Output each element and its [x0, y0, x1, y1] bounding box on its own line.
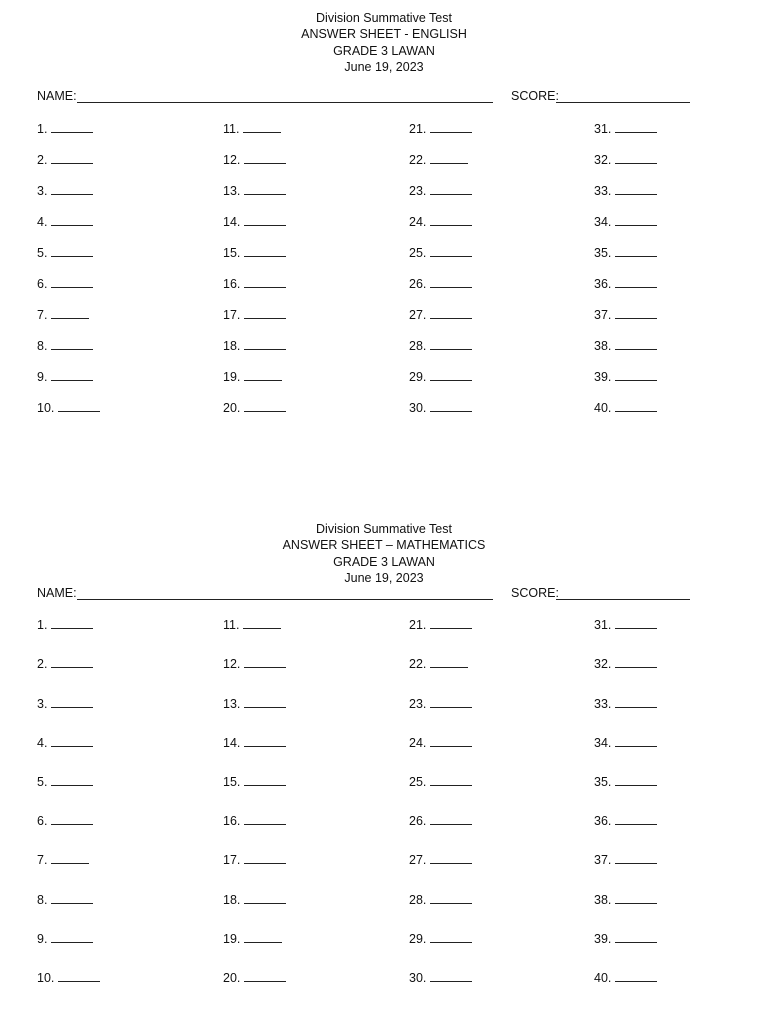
item-number: 38.: [594, 892, 612, 907]
answer-item: [37, 892, 93, 907]
answer-blank[interactable]: [430, 214, 472, 226]
answer-item: [594, 152, 657, 167]
answer-item: [223, 892, 286, 907]
answer-blank[interactable]: [430, 774, 472, 786]
answer-item: [594, 970, 657, 985]
item-number: 10.: [37, 401, 55, 416]
item-number: 27.: [409, 308, 427, 323]
item-number: 21.: [409, 618, 427, 633]
answer-item: [594, 931, 657, 946]
answer-blank[interactable]: [51, 931, 93, 943]
answer-blank[interactable]: [430, 696, 472, 708]
answer-item: [594, 307, 657, 322]
item-number: 9.: [37, 370, 48, 385]
item-number: 34.: [594, 735, 612, 750]
answer-item: [409, 307, 472, 322]
item-number: 14.: [223, 735, 241, 750]
answer-blank[interactable]: [51, 276, 93, 288]
item-number: 16.: [223, 277, 241, 292]
sheet-subject: ANSWER SHEET – MATHEMATICS: [282, 538, 486, 553]
answer-item: [409, 813, 472, 828]
answer-blank[interactable]: [615, 121, 657, 133]
answer-item: [37, 400, 100, 415]
answer-item: [594, 696, 657, 711]
item-number: 11.: [223, 618, 240, 633]
answer-blank[interactable]: [244, 338, 286, 350]
item-number: 1.: [37, 122, 48, 137]
answer-blank[interactable]: [244, 696, 286, 708]
answer-blank[interactable]: [615, 183, 657, 195]
item-number: 13.: [223, 184, 241, 199]
answer-blank[interactable]: [244, 774, 286, 786]
item-number: 3.: [37, 696, 48, 711]
answer-blank[interactable]: [244, 276, 286, 288]
item-number: 8.: [37, 339, 48, 354]
score-label: SCORE:: [511, 89, 559, 104]
answer-blank[interactable]: [615, 617, 657, 629]
answer-blank[interactable]: [244, 892, 286, 904]
answer-item: [409, 970, 472, 985]
answer-blank[interactable]: [430, 813, 472, 825]
answer-item: [409, 338, 472, 353]
item-number: 22.: [409, 153, 427, 168]
item-number: 13.: [223, 696, 241, 711]
answer-item: [594, 183, 657, 198]
answer-item: [409, 400, 472, 415]
answer-item: [37, 931, 93, 946]
item-number: 40.: [594, 970, 612, 985]
score-blank[interactable]: [556, 599, 690, 600]
name-blank[interactable]: [77, 102, 493, 103]
item-number: 7.: [37, 853, 48, 868]
answer-blank[interactable]: [430, 152, 468, 164]
answer-item: [594, 774, 657, 789]
test-date: June 19, 2023: [344, 59, 424, 74]
item-number: 11.: [223, 122, 240, 137]
item-number: 10.: [37, 970, 55, 985]
item-number: 4.: [37, 215, 48, 230]
answer-item: [223, 276, 286, 291]
answer-item: [409, 276, 472, 291]
answer-blank[interactable]: [51, 617, 93, 629]
answer-blank[interactable]: [430, 276, 472, 288]
answer-blank[interactable]: [430, 245, 472, 257]
answer-blank[interactable]: [615, 276, 657, 288]
answer-item: [594, 400, 657, 415]
item-number: 23.: [409, 696, 427, 711]
item-number: 26.: [409, 277, 427, 292]
answer-item: [37, 369, 93, 384]
answer-item: [223, 813, 286, 828]
name-score-row: [0, 89, 768, 107]
item-number: 31.: [594, 122, 612, 137]
item-number: 39.: [594, 370, 612, 385]
answer-item: [409, 892, 472, 907]
item-number: 30.: [409, 401, 427, 416]
answer-blank[interactable]: [430, 892, 472, 904]
answer-item: [37, 617, 93, 632]
answer-item: [37, 214, 93, 229]
answer-blank[interactable]: [244, 369, 282, 381]
name-label: NAME:: [37, 89, 77, 104]
answer-item: [409, 152, 468, 167]
item-number: 6.: [37, 814, 48, 829]
answer-item: [37, 735, 93, 750]
answer-blank[interactable]: [615, 400, 657, 412]
sheet-subject: ANSWER SHEET - ENGLISH: [301, 27, 467, 42]
answer-item: [37, 183, 93, 198]
answer-item: [223, 338, 286, 353]
item-number: 5.: [37, 246, 48, 261]
answer-item: [594, 369, 657, 384]
answer-item: [409, 735, 472, 750]
test-title: Division Summative Test: [316, 522, 452, 536]
answer-blank[interactable]: [430, 121, 472, 133]
answer-item: [409, 369, 472, 384]
answer-item: [594, 813, 657, 828]
answer-blank[interactable]: [615, 774, 657, 786]
item-number: 27.: [409, 853, 427, 868]
answer-blank[interactable]: [430, 183, 472, 195]
answer-item: [37, 813, 93, 828]
answer-blank[interactable]: [243, 121, 281, 133]
item-number: 24.: [409, 735, 427, 750]
item-number: 40.: [594, 401, 612, 416]
item-number: 5.: [37, 774, 48, 789]
item-number: 34.: [594, 215, 612, 230]
answer-blank[interactable]: [615, 214, 657, 226]
item-number: 1.: [37, 618, 48, 633]
name-score-row: [0, 586, 768, 604]
answer-item: [37, 276, 93, 291]
answer-blank[interactable]: [430, 735, 472, 747]
item-number: 3.: [37, 184, 48, 199]
answer-item: [37, 152, 93, 167]
answer-blank[interactable]: [615, 656, 657, 668]
answer-blank[interactable]: [51, 892, 93, 904]
answer-blank[interactable]: [615, 852, 657, 864]
answer-item: [409, 774, 472, 789]
answer-blank[interactable]: [430, 369, 472, 381]
item-number: 30.: [409, 970, 427, 985]
answer-item: [409, 214, 472, 229]
answer-blank[interactable]: [51, 152, 93, 164]
answer-item: [409, 617, 472, 632]
answer-item: [223, 121, 281, 136]
answer-item: [594, 121, 657, 136]
item-number: 8.: [37, 892, 48, 907]
answer-blank[interactable]: [51, 852, 89, 864]
answer-blank[interactable]: [244, 735, 286, 747]
answer-blank[interactable]: [615, 931, 657, 943]
score-blank[interactable]: [556, 102, 690, 103]
answer-blank[interactable]: [615, 892, 657, 904]
item-number: 25.: [409, 774, 427, 789]
item-number: 32.: [594, 657, 612, 672]
answer-blank[interactable]: [244, 400, 286, 412]
answer-item: [223, 656, 286, 671]
item-number: 19.: [223, 370, 241, 385]
answer-item: [594, 214, 657, 229]
item-number: 25.: [409, 246, 427, 261]
answer-blank[interactable]: [615, 735, 657, 747]
answer-item: [223, 696, 286, 711]
name-blank[interactable]: [77, 599, 493, 600]
item-number: 35.: [594, 774, 612, 789]
score-label: SCORE:: [511, 586, 559, 601]
item-number: 23.: [409, 184, 427, 199]
test-title: Division Summative Test: [316, 11, 452, 25]
answer-blank[interactable]: [615, 307, 657, 319]
answer-item: [37, 338, 93, 353]
answer-blank[interactable]: [244, 245, 286, 257]
answer-blank[interactable]: [244, 813, 286, 825]
answer-item: [223, 735, 286, 750]
answer-blank[interactable]: [51, 774, 93, 786]
answer-item: [594, 245, 657, 260]
answer-item: [594, 656, 657, 671]
answer-item: [594, 617, 657, 632]
answer-blank[interactable]: [244, 931, 282, 943]
answer-item: [409, 696, 472, 711]
item-number: 17.: [223, 308, 241, 323]
answer-item: [37, 852, 89, 867]
item-number: 15.: [223, 774, 241, 789]
answer-item: [409, 931, 472, 946]
answer-blank[interactable]: [430, 852, 472, 864]
item-number: 4.: [37, 735, 48, 750]
answer-blank[interactable]: [244, 970, 286, 982]
item-number: 29.: [409, 931, 427, 946]
item-number: 31.: [594, 618, 612, 633]
item-number: 29.: [409, 370, 427, 385]
answer-blank[interactable]: [430, 970, 472, 982]
answer-blank[interactable]: [430, 931, 472, 943]
answer-item: [594, 338, 657, 353]
answer-item: [409, 852, 472, 867]
test-date: June 19, 2023: [344, 570, 424, 585]
answer-item: [223, 369, 282, 384]
answer-item: [223, 307, 286, 322]
answer-blank[interactable]: [51, 214, 93, 226]
answer-blank[interactable]: [430, 400, 472, 412]
sheet-header: [0, 521, 768, 586]
answer-blank[interactable]: [244, 152, 286, 164]
answer-item: [223, 183, 286, 198]
answer-item: [223, 931, 282, 946]
answer-item: [223, 152, 286, 167]
item-number: 28.: [409, 339, 427, 354]
sheet-header: [0, 10, 768, 75]
answer-sheet-english: [0, 10, 768, 416]
answer-item: [223, 617, 281, 632]
item-number: 7.: [37, 308, 48, 323]
item-number: 17.: [223, 853, 241, 868]
item-number: 36.: [594, 814, 612, 829]
answer-blank[interactable]: [615, 696, 657, 708]
item-number: 2.: [37, 153, 48, 168]
answer-blank[interactable]: [430, 338, 472, 350]
answer-item: [594, 852, 657, 867]
item-number: 12.: [223, 657, 241, 672]
answer-blank[interactable]: [51, 183, 93, 195]
answer-blank[interactable]: [244, 852, 286, 864]
item-number: 37.: [594, 308, 612, 323]
answer-item: [37, 307, 89, 322]
item-number: 33.: [594, 696, 612, 711]
answer-blank[interactable]: [430, 307, 472, 319]
answer-blank[interactable]: [58, 400, 100, 412]
name-label: NAME:: [37, 586, 77, 601]
answer-blank[interactable]: [51, 338, 93, 350]
answer-item: [223, 852, 286, 867]
answer-item: [37, 245, 93, 260]
answer-item: [223, 400, 286, 415]
answer-item: [409, 245, 472, 260]
answer-item: [37, 656, 93, 671]
item-number: 39.: [594, 931, 612, 946]
answer-blank[interactable]: [615, 369, 657, 381]
item-number: 24.: [409, 215, 427, 230]
answer-item: [223, 214, 286, 229]
item-number: 15.: [223, 246, 241, 261]
answer-item: [37, 774, 93, 789]
grade-section: GRADE 3 LAWAN: [333, 43, 435, 58]
item-number: 26.: [409, 814, 427, 829]
item-number: 14.: [223, 215, 241, 230]
answer-blank[interactable]: [51, 369, 93, 381]
answer-blank[interactable]: [243, 617, 281, 629]
item-number: 36.: [594, 277, 612, 292]
item-number: 28.: [409, 892, 427, 907]
answer-item: [223, 774, 286, 789]
answer-blank[interactable]: [51, 245, 93, 257]
answer-blank[interactable]: [615, 338, 657, 350]
answer-blank[interactable]: [430, 617, 472, 629]
item-number: 6.: [37, 277, 48, 292]
answer-item: [594, 276, 657, 291]
answer-item: [409, 656, 468, 671]
item-number: 22.: [409, 657, 427, 672]
answer-item: [594, 892, 657, 907]
item-number: 9.: [37, 931, 48, 946]
item-number: 32.: [594, 153, 612, 168]
item-number: 18.: [223, 892, 241, 907]
item-number: 38.: [594, 339, 612, 354]
answer-item: [223, 245, 286, 260]
item-number: 35.: [594, 246, 612, 261]
grade-section: GRADE 3 LAWAN: [333, 554, 435, 569]
item-number: 37.: [594, 853, 612, 868]
item-number: 20.: [223, 401, 241, 416]
answer-blank[interactable]: [51, 656, 93, 668]
answer-blank[interactable]: [58, 970, 100, 982]
item-number: 2.: [37, 657, 48, 672]
answer-blank[interactable]: [51, 696, 93, 708]
answer-blank[interactable]: [615, 245, 657, 257]
item-number: 19.: [223, 931, 241, 946]
answer-item: [223, 970, 286, 985]
item-number: 21.: [409, 122, 427, 137]
answer-blank[interactable]: [615, 970, 657, 982]
answer-item: [594, 735, 657, 750]
answer-blank[interactable]: [430, 656, 468, 668]
item-number: 16.: [223, 814, 241, 829]
answer-item: [409, 121, 472, 136]
answer-item: [409, 183, 472, 198]
answer-blank[interactable]: [615, 152, 657, 164]
answer-blank[interactable]: [51, 307, 89, 319]
answer-blank[interactable]: [51, 813, 93, 825]
answer-blank[interactable]: [244, 307, 286, 319]
answer-blank[interactable]: [244, 214, 286, 226]
answer-item: [37, 696, 93, 711]
item-number: 20.: [223, 970, 241, 985]
answer-blank[interactable]: [244, 183, 286, 195]
answer-sheet-mathematics: [0, 521, 768, 985]
answer-blank[interactable]: [51, 735, 93, 747]
item-number: 12.: [223, 153, 241, 168]
answer-blank[interactable]: [615, 813, 657, 825]
item-number: 18.: [223, 339, 241, 354]
item-number: 33.: [594, 184, 612, 199]
answer-item: [37, 970, 100, 985]
answer-item: [37, 121, 93, 136]
answer-blank[interactable]: [51, 121, 93, 133]
answer-blank[interactable]: [244, 656, 286, 668]
